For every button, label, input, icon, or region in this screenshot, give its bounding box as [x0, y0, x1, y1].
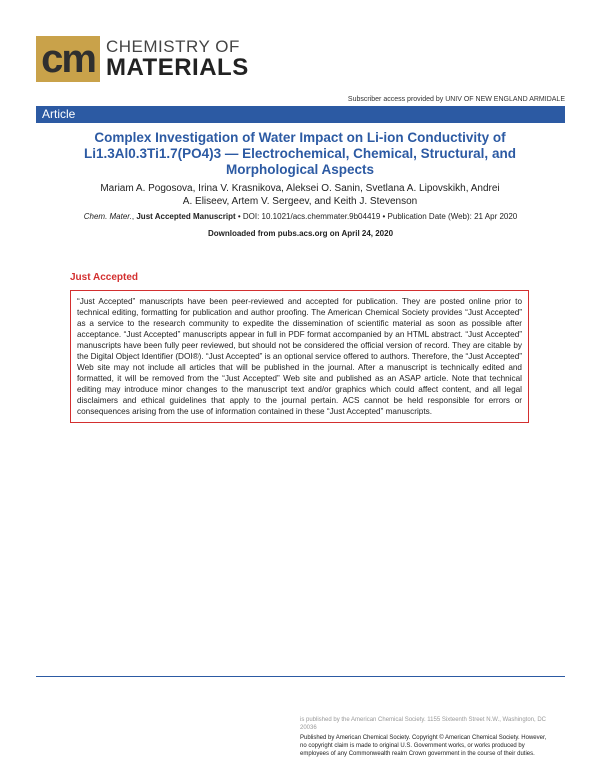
logo-mark: cm	[36, 36, 100, 82]
section-bar	[36, 106, 565, 123]
logo-text	[106, 36, 249, 82]
author-list: Mariam A. Pogosova, Irina V. Krasnikova, Aleksei O. Sanin, Svetlana A. Lipovskikh, Andrei A. Eliseev, Artem V. Sergeev, and Keith J. Stevenson	[100, 183, 500, 207]
manuscript-status: Just Accepted Manuscript	[136, 212, 236, 221]
citation-line: Chem. Mater., Just Accepted Manuscript • DOI: 10.1021/acs.chemmater.9b04419 • Publication Date (Web): 21 Apr 2020	[83, 212, 518, 221]
just-accepted-heading: Just Accepted	[70, 272, 138, 283]
just-accepted-body: “Just Accepted” manuscripts have been peer-reviewed and accepted for publication. They are posted online prior to technical editing, formatting for publication and author proofing. The American Chemical Society provides “Just Accepted” as a service to the research community to expedite the dissemination of scientific material as soon as possible after acceptance. “Just Accepted” manuscripts appear in full in PDF format accompanied by an HTML abstract. “Just Accepted” manuscripts have been fully peer reviewed, but should not be considered the official version of record. They are citable by the Digital Object Identifier (DOI®). “Just Accepted” is an optional service offered to authors. Therefore, the “Just Accepted” Web site may not include all articles that will be published in the journal. After a manuscript is technically edited and formatted, it will be removed from the “Just Accepted” Web site and published as an ASAP article. Note that technical editing may introduce minor changes to the manuscript text and/or graphics which could affect content, and all legal disclaimers and ethical guidelines that apply to the journal pertain. ACS cannot be held responsible for errors or consequences arising from the use of information contained in these “Just Accepted” manuscripts.	[77, 297, 522, 416]
footer-address: is published by the American Chemical Society. 1155 Sixteenth Street N.W., Washington, DC 20036	[300, 717, 547, 731]
journal-logo	[36, 36, 249, 82]
logo-line2: MATERIALS	[106, 54, 249, 81]
subscriber-note: Subscriber access provided by UNIV OF NEW ENGLAND ARMIDALE	[347, 96, 565, 103]
section-label: Article	[42, 107, 76, 121]
footer-copyright: Published by American Chemical Society. Copyright © American Chemical Society. However, no copyright claim is made to original U.S. Government works, or works produced by employees of any Commonwealth realm Crown government in the course of their duties.	[300, 735, 547, 757]
publisher-footer	[300, 716, 550, 758]
bottom-divider	[36, 676, 565, 677]
download-note: Downloaded from pubs.acs.org on April 24, 2020	[207, 229, 394, 238]
just-accepted-notice	[70, 290, 529, 423]
logo-line1: CHEMISTRY OF	[106, 37, 240, 56]
article-title: Complex Investigation of Water Impact on Li-ion Conductivity of Li1.3Al0.3Ti1.7(PO4)3 — Electrochemical, Chemical, Structural, and Morphological Aspects	[84, 130, 516, 177]
journal-name: Chem. Mater.	[83, 212, 132, 221]
citation-details: • DOI: 10.1021/acs.chemmater.9b04419 • Publication Date (Web): 21 Apr 2020	[235, 212, 518, 221]
